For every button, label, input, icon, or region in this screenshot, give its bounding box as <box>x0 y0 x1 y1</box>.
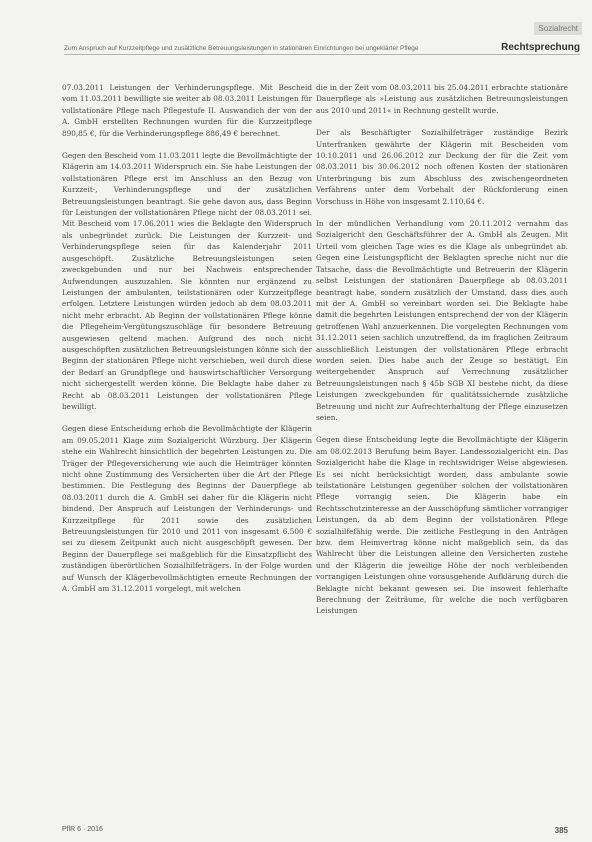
journal-issue: PflR 6 · 2016 <box>62 826 103 833</box>
paragraph: 07.03.2011 Leistungen der Verhinderungspflege. Mit Bescheid vom 11.03.2011 bewilligte sie weiter ab 08.03.2011 Leistungen für vollstationäre Pflege nach Pflegestufe II. Auswandich der von der A. GmbH erstellten Rechnungen wurden für die Kurzzeitpflege 890,85 €, für die Verhinderungspflege 886,49 € berechnet. <box>62 83 312 138</box>
paragraph: In der mündlichen Verhandlung vom 20.11.2012 vernahm das Sozialgericht den Geschäftsführer der A. GmbH als Zeugen. Mit Urteil vom gleichen Tage wies es die Klage als unbegründet ab. Gegen eine Leistungspflicht der Beklagten spreche nicht nur die Tatsache, dass die Bevollmächtigte und Betreuerin der Klägerin selbst Leistungen der stationären Dauerpflege ab 08.03.2011 beantragt habe, sondern zusätzlich der Umstand, dass dies auch mit der A. GmbH so vereinbart worden sei. Die Beklagte habe damit die begehrten Leistungen entsprechend der von der Klägerin getroffenen Wahl anzuerkennen. Die vorgelegten Rechnungen vom 31.12.2011 seien sachlich unzutreffend, da im fraglichen Zeitraum ausschließlich Leistungen der vollstationären Pflege erbracht worden seien. Dies habe auch der Zeuge so bestätigt. Ein weitergehender Anspruch auf Verrechnung zusätzlicher Betreuungsleistungen nach § 45b SGB XI bestehe nicht, da diese Leistungen zweckgebunden für qualitätssichernde zusätzliche Betreuung und nicht zur Aufrechterhaltung der Pflege einzusetzen seien. <box>316 219 568 422</box>
paragraph: Der als Beschäftigter Sozialhilfeträger zuständige Bezirk Unterfranken gewährte der Klägerin mit Bescheiden vom 10.10.2011 und 26.06.2012 zur Deckung der für die Zeit vom 08.03.2011 bis 30.06.2012 noch offenen Kosten der stationären Unterbringung bis zum Abschluss des zwischengeordneten Verfahrens unter dem Vorbehalt der Rückforderung einen Vorschuss in Höhe von insgesamt 2.110,64 €. <box>316 128 568 206</box>
section-tab-label: Sozialrecht <box>534 22 582 35</box>
running-header <box>64 40 580 55</box>
page-number: 385 <box>554 826 568 835</box>
right-text-column <box>316 82 568 628</box>
paragraph: Gegen diese Entscheidung erhob die Bevollmächtigte der Klägerin am 09.05.2011 Klage zum Sozialgericht Würzburg. Der Klägerin stehe ein Wahlrecht hinsichtlich der begehrten Leistungen zu. Die Träger der Pflegeversicherung wie auch die Heimträger könnten nicht ohne Zustimmung des Versicherten über die Art der Pflege bestimmen. Die Festlegung des Beginns der Dauerpflege ab 08.03.2011 durch die A. GmbH sei daher für die Klägerin nicht bindend. Der Anspruch auf Leistungen der Verhinderungs- und Kurzzeitpflege für 2011 sowie des zusätzlichen Betreuungsleistungen für 2010 und 2011 von insgesamt 6.500 € sei zu diesem Zeitpunkt auch nicht ausgeschöpft gewesen. Der Beginn der Dauerpflege sei maßgeblich für die Einsatzpflicht des zuständigen überörtlichen Sozialhilfeträgers. In der Folge wurden auf Wunsch der Klägerbevollmächtigten erneute Rechnungen der A. GmbH am 31.12.2011 vorgelegt, mit welchen <box>62 424 312 594</box>
paragraph: die in der Zeit vom 08.03.2011 bis 25.04.2011 erbrachte stationäre Dauerpflege als »Leistung aus zusätzlichen Betreuungsleistungen aus 2010 und 2011« in Rechnung gestellt wurde. <box>316 83 568 115</box>
article-subtitle: Zum Anspruch auf Kurzzeitpflege und zusätzliche Betreuungsleistungen in stationären Einrichtungen bei ungeklärter Pflege <box>64 45 419 52</box>
paragraph: Gegen den Bescheid vom 11.03.2011 legte die Bevollmächtigte der Klägerin am 14.03.2011 Widerspruch ein. Sie habe Leistungen der vollstationären Pflege erst im Anschluss an den Bezug von Kurzzeit-, Verhinderungspflege und der zusätzlichen Betreuungsleistungen beantragt. Sie gehe davon aus, dass Beginn für Leistungen der vollstationären Pflege nicht der 08.03.2011 sei. Mit Bescheid vom 17.06.2011 wies die Beklagte den Widerspruch als unbegründet zurück. Die Leistungen der Kurzzeit- und Verhinderungspflege seien für das Kalenderjahr 2011 ausgeschöpft. Zusätzliche Betreuungsleistungen seien zweckgebunden und nur bei Nachweis entsprechender Aufwendungen auszuzahlen. Sie könnten nur ergänzend zu Leistungen der ambulanten, teilstationären oder Kurzzeitpflege erfolgen. Letztere Leistungen würden jedoch ab dem 08.03.2011 nicht mehr erbracht. Ab Beginn der vollstationären Pflege könne die Pflegeheim-Vergütungszuschläge für besondere Betreuung ausgewiesen geltend machen. Aufgrund des noch nicht ausgeschöpften zusätzlichen Betreuungsleistungen könne sich der Beginn der stationären Pflege nicht verschieben, weil durch diese der Bedarf an Grundpflege und hauswirtschaftlicher Versorgung nicht sichergestellt werden könne. Die Beklagte habe daher zu Recht ab 08.03.2011 Leistungen der vollstationären Pflege bewilligt. <box>62 151 312 411</box>
left-text-column <box>62 82 312 605</box>
section-title: Rechtsprechung <box>501 42 580 53</box>
paragraph: Gegen diese Entscheidung legte die Bevollmächtigte der Klägerin am 08.02.2013 Berufung beim Bayer. Landessozialgericht ein. Das Sozialgericht habe die Klage in rechtswidriger Weise abgewiesen. Es sei nicht berücksichtigt worden, dass ambulante sowie teilstationäre Leistungen gegenüber solchen der vollstationären Pflege vorrangig seien. Die Klägerin habe ein Rechtsschutzinteresse an der Ausschöpfung sämtlicher vorrangiger Leistungen, da ab dem Beginn der vollstationären Pflege sozialhilfefähig werde. Die zeitliche Festlegung in den Anträgen bzw. dem Heimvertrag könne nicht maßgeblich sein, da das Wahlrecht über die Leistungen alleine den Versicherten zustehe und der Klägerin die jeweilige Höhe der noch verbleibenden vorrangigen Leistungen ohne vorausgehende Aufklärung durch die Beklagte nicht bekannt gewesen sei. Die insoweit fehlerhafte Berechnung der Zeiträume, für welche die noch verfügbaren Leistungen <box>316 435 568 616</box>
